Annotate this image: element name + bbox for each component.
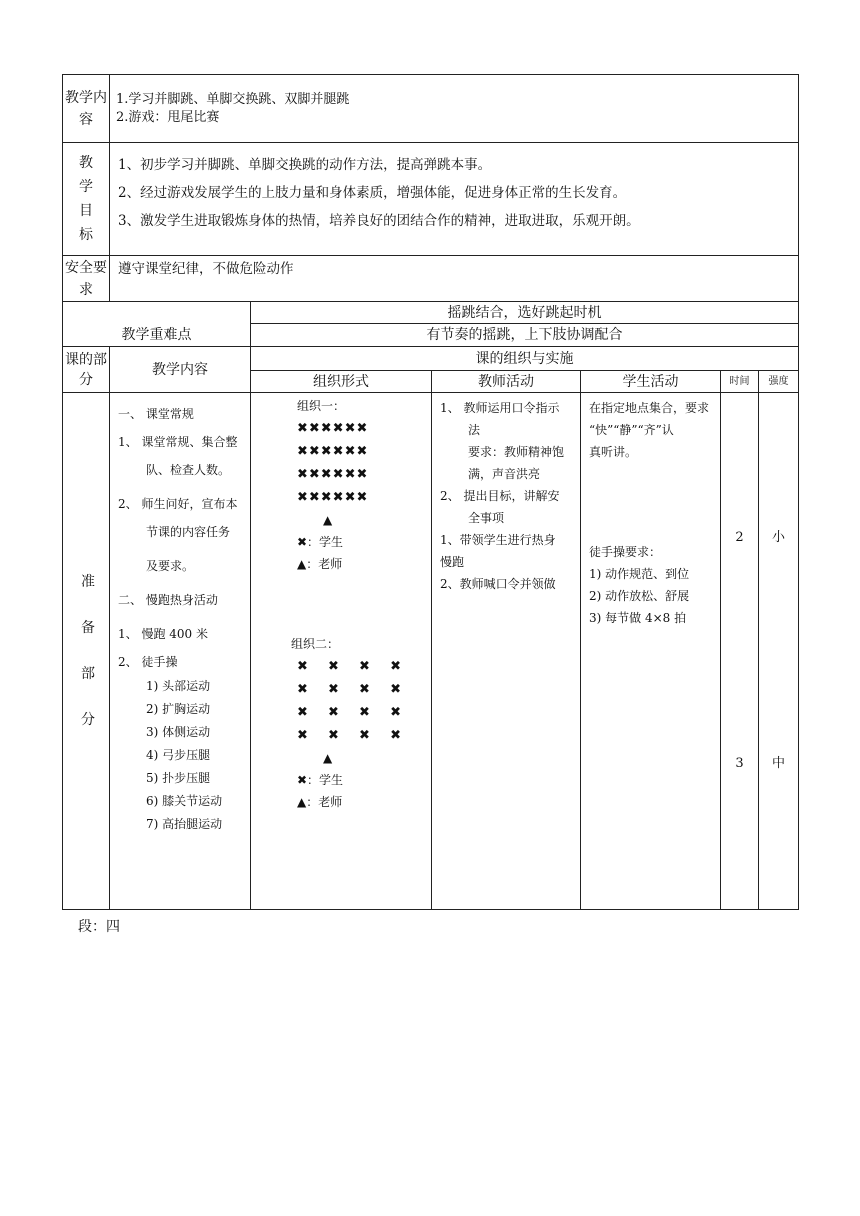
student-activity-line: 1) 动作规范、到位 bbox=[589, 567, 690, 581]
teaching-goals-cell bbox=[110, 143, 799, 256]
formation-title: 组织二： bbox=[291, 637, 340, 651]
goal-line: 1、初步学习并脚跳、单脚交换跳的动作方法，提高弹跳本事。 bbox=[118, 157, 492, 173]
teacher-activity-line: 2、教师喊口令并领做 bbox=[440, 577, 556, 591]
exercise-item: 1) 头部运动 bbox=[146, 679, 211, 693]
student-activity-line: 2) 动作放松、舒展 bbox=[589, 589, 690, 603]
teaching-content-cell bbox=[110, 75, 799, 143]
student-row: ✖✖✖✖✖✖ bbox=[297, 421, 369, 436]
student-activity-line: 真听讲。 bbox=[589, 445, 638, 459]
goal-line: 3、激发学生进取锻炼身体的热情，培养良好的团结合作的精神，进取进取，乐观开朗。 bbox=[118, 213, 640, 229]
content-item: 2、 徒手操 bbox=[118, 655, 178, 669]
key-points-label: 教学重难点 bbox=[63, 302, 251, 347]
exercise-item: 3) 体侧运动 bbox=[146, 725, 211, 739]
student-activity-line: “快”“静”“齐”认 bbox=[589, 423, 674, 437]
intensity-header: 强度 bbox=[759, 371, 799, 393]
teacher-activity-line: 慢跑 bbox=[440, 555, 465, 569]
goal-line: 2、经过游戏发展学生的上肢力量和身体素质，增强体能，促进身体正常的生长发育。 bbox=[118, 185, 627, 201]
teacher-activity-line: 2、 提出目标，讲解安 bbox=[440, 489, 560, 503]
safety-label: 安全要求 bbox=[63, 256, 110, 302]
time-value: 3 bbox=[735, 756, 744, 771]
teacher-activity-line: 要求：教师精神饱 bbox=[468, 445, 565, 459]
form-header: 组织形式 bbox=[251, 371, 432, 393]
section-header: 课的部分 bbox=[63, 347, 110, 393]
teacher-marker-icon: ▲ bbox=[323, 751, 333, 765]
legend-student: ✖：学生 bbox=[297, 773, 344, 787]
teacher-activity-line: 满，声音洪亮 bbox=[468, 467, 541, 481]
teacher-header: 教师活动 bbox=[432, 371, 581, 393]
organization-group-header: 课的组织与实施 bbox=[251, 347, 799, 371]
teaching-content-label: 教学内容 bbox=[63, 75, 110, 143]
legend-teacher: ▲：老师 bbox=[297, 795, 343, 809]
exercise-item: 7) 高抬腿运动 bbox=[146, 817, 223, 831]
student-row: ✖ ✖ ✖ ✖ bbox=[297, 728, 409, 743]
safety-text: 遵守课堂纪律，不做危险动作 bbox=[110, 256, 799, 302]
formation-title: 组织一： bbox=[297, 399, 346, 413]
prep-section-label: 准备部分 bbox=[63, 393, 110, 910]
teaching-goals-label: 教学目标 bbox=[63, 143, 110, 256]
page-footer: 段：四 bbox=[78, 919, 120, 935]
exercise-item: 6) 膝关节运动 bbox=[146, 794, 223, 808]
teacher-activity-line: 1、 教师运用口令指示 bbox=[440, 401, 560, 415]
intensity-value: 中 bbox=[772, 756, 786, 771]
student-row: ✖✖✖✖✖✖ bbox=[297, 490, 369, 505]
exercise-item: 5) 扑步压腿 bbox=[146, 771, 211, 785]
student-header: 学生活动 bbox=[581, 371, 721, 393]
teacher-activity-line: 1、带领学生进行热身 bbox=[440, 533, 556, 547]
content-heading: 一、 课堂常规 bbox=[118, 407, 194, 421]
teacher-activity-line: 法 bbox=[468, 423, 481, 437]
time-cell bbox=[721, 393, 759, 910]
formation-two bbox=[251, 575, 431, 813]
content-item: 队、检查人数。 bbox=[146, 463, 231, 477]
content-header: 教学内容 bbox=[110, 347, 251, 393]
student-activity-cell bbox=[581, 393, 721, 910]
prep-content-cell bbox=[110, 393, 251, 910]
content-heading: 二、 慢跑热身活动 bbox=[118, 593, 218, 607]
intensity-value: 小 bbox=[772, 530, 786, 545]
student-activity-line: 3) 每节做 4×8 拍 bbox=[589, 611, 687, 625]
student-row: ✖✖✖✖✖✖ bbox=[297, 467, 369, 482]
legend-student: ✖：学生 bbox=[297, 535, 344, 549]
lesson-plan-table bbox=[62, 74, 798, 910]
student-row: ✖ ✖ ✖ ✖ bbox=[297, 682, 409, 697]
content-item: 节课的内容任务 bbox=[146, 525, 231, 539]
key-point-item: 摇跳结合，选好跳起时机 bbox=[251, 302, 799, 324]
teacher-marker-icon: ▲ bbox=[323, 513, 333, 527]
exercise-item: 2) 扩胸运动 bbox=[146, 702, 211, 716]
teaching-content-line: 1.学习并脚跳、单脚交换跳、双脚并腿跳 bbox=[116, 91, 350, 107]
content-item: 1、 课堂常规、集合整 bbox=[118, 435, 238, 449]
student-row: ✖✖✖✖✖✖ bbox=[297, 444, 369, 459]
teacher-activity-cell bbox=[432, 393, 581, 910]
student-row: ✖ ✖ ✖ ✖ bbox=[297, 659, 409, 674]
content-item: 2、 师生问好，宣布本 bbox=[118, 497, 238, 511]
teacher-activity-line: 全事项 bbox=[468, 511, 505, 525]
student-activity-line: 徒手操要求： bbox=[589, 545, 662, 559]
student-row: ✖ ✖ ✖ ✖ bbox=[297, 705, 409, 720]
legend-teacher: ▲：老师 bbox=[297, 557, 343, 571]
exercise-item: 4) 弓步压腿 bbox=[146, 748, 211, 762]
time-value: 2 bbox=[735, 530, 744, 545]
content-item: 及要求。 bbox=[146, 559, 195, 573]
formation-one bbox=[251, 393, 431, 575]
intensity-cell bbox=[759, 393, 799, 910]
teaching-content-line: 2.游戏：甩尾比赛 bbox=[116, 109, 220, 125]
key-point-item: 有节奏的摇跳，上下肢协调配合 bbox=[251, 324, 799, 347]
time-header: 时间 bbox=[721, 371, 759, 393]
student-activity-line: 在指定地点集合，要求 bbox=[589, 401, 710, 415]
organization-form-cell bbox=[251, 393, 432, 910]
content-item: 1、 慢跑 400 米 bbox=[118, 627, 208, 641]
